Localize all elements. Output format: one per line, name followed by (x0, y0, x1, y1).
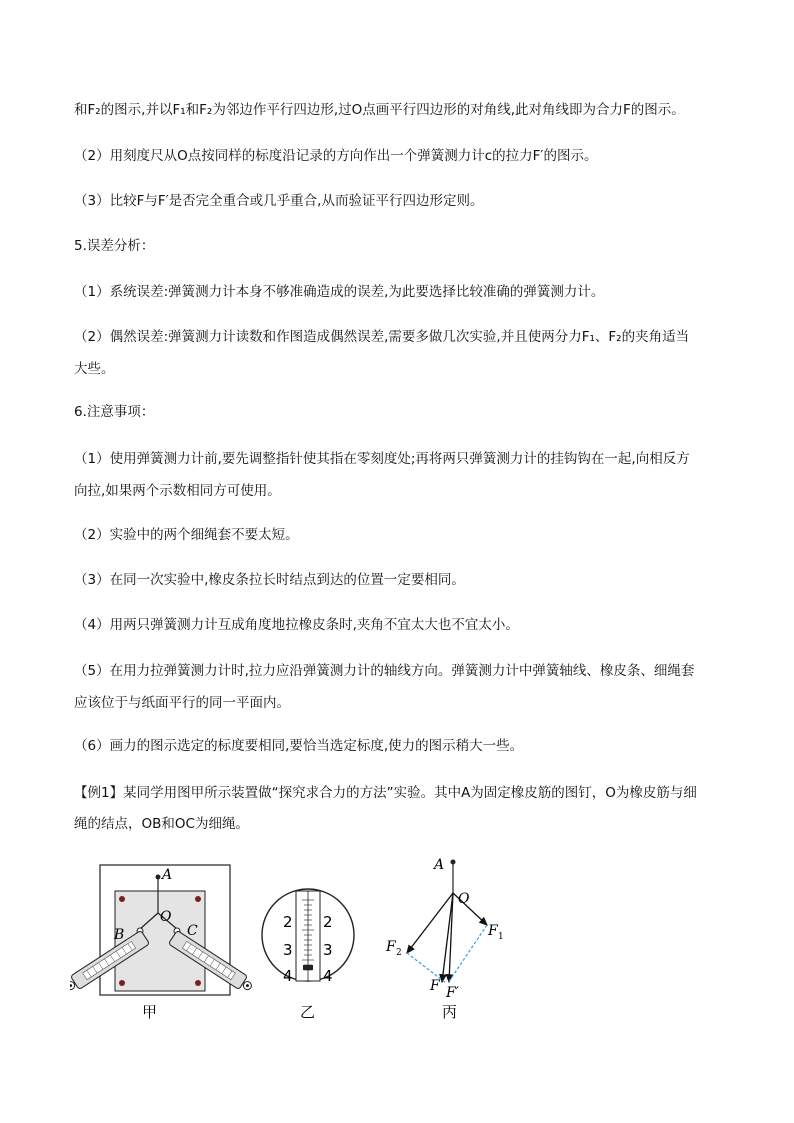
tick-label-left: 3 (283, 941, 293, 959)
text-line: （2）偶然误差:弹簧测力计读数和作图造成偶然误差,需要多做几次实验,并且使两分力F₁、F₂的夹角适当 (74, 329, 690, 345)
label-c: C (187, 923, 198, 939)
label-f-prime: F′ (446, 985, 459, 1001)
label-b: B (114, 927, 125, 943)
text-line: （4）用两只弹簧测力计互成角度地拉橡皮条时,夹角不宜太大也不宜太小。 (74, 617, 519, 633)
label-o: O (458, 891, 470, 907)
caption-jia: 甲 (142, 1003, 158, 1021)
text-line: 应该位于与纸面平行的同一平面内。 (74, 695, 290, 711)
section-heading: 5.误差分析： (74, 238, 155, 254)
tick-label-left: 2 (283, 913, 293, 931)
text-line: （6）画力的图示选定的标度要相同,要恰当选定标度,使力的图示稍大一些。 (74, 738, 524, 754)
tick-label-right: 3 (323, 941, 333, 959)
tick-label-right: 4 (323, 967, 333, 985)
figure-yi (262, 889, 354, 1021)
text-line: （2）实验中的两个细绳套不要太短。 (74, 527, 299, 543)
caption-bing: 丙 (442, 1003, 458, 1021)
text-line: 大些。 (74, 361, 115, 377)
tick-label-right: 2 (323, 913, 333, 931)
text-line: （1）系统误差:弹簧测力计本身不够准确造成的误差,为此要选择比较准确的弹簧测力计。 (74, 284, 605, 300)
text-line: 和F₂的图示,并以F₁和F₂为邻边作平行四边形,过O点画平行四边形的对角线,此对角线即为合力F的图示。 (74, 102, 685, 118)
label-f: F (430, 978, 440, 994)
label-a: A (434, 857, 445, 873)
figure-jia (70, 865, 255, 1021)
label-o: O (160, 909, 172, 925)
text-line: （5）在用力拉弹簧测力计时,拉力应沿弹簧测力计的轴线方向。弹簧测力计中弹簧轴线、橡皮条、细绳套 (74, 663, 695, 679)
text-line: （3）比较F与F′是否完全重合或几乎重合,从而验证平行四边形定则。 (74, 193, 484, 209)
section-heading: 6.注意事项： (74, 404, 155, 420)
tick-label-left: 4 (283, 967, 293, 985)
label-f2-subscript: 2 (396, 948, 402, 958)
figure-bing (385, 857, 504, 1021)
label-f1: F (488, 923, 498, 939)
text-line: 向拉,如果两个示数相同方可使用。 (74, 483, 281, 499)
label-a: A (162, 867, 173, 883)
example-line: 【例1】某同学用图甲所示装置做“探究求合力的方法”实验。其中A为固定橡皮筋的图钉，O为橡皮筋与细 (74, 785, 697, 801)
text-line: （2）用刻度尺从O点按同样的标度沿记录的方向作出一个弹簧测力计c的拉力F′的图示。 (74, 148, 598, 164)
experiment-figures (70, 855, 510, 1025)
text-line: （3）在同一次实验中,橡皮条拉长时结点到达的位置一定要相同。 (74, 572, 465, 588)
example-line: 绳的结点，OB和OC为细绳。 (74, 816, 249, 832)
caption-yi: 乙 (300, 1003, 316, 1021)
label-f1-subscript: 1 (498, 932, 504, 942)
label-f2: F (386, 939, 396, 955)
text-line: （1）使用弹簧测力计前,要先调整指针使其指在零刻度处;再将两只弹簧测力计的挂钩钩在一起,向相反方 (74, 451, 690, 467)
